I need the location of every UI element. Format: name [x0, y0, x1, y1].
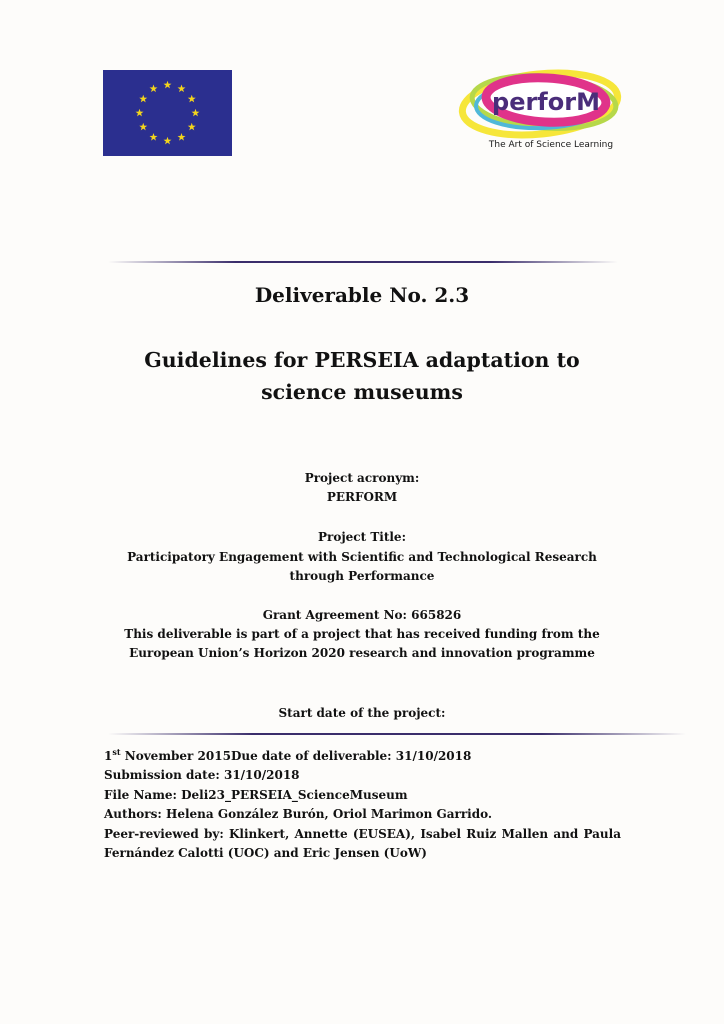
- grant-agreement: Grant Agreement No: 665826: [262, 608, 462, 622]
- divider: [108, 733, 686, 735]
- logo-tagline: The Art of Science Learning: [488, 140, 614, 150]
- start-day: 1: [104, 749, 113, 763]
- perform-logo: [458, 68, 628, 158]
- deliverable-number: Deliverable No. 2.3: [254, 283, 470, 307]
- eu-flag-icon: [103, 70, 232, 156]
- divider: [108, 261, 618, 263]
- document-title: Guidelines for PERSEIA adaptation to science museums: [144, 348, 580, 404]
- file-name: File Name: Deli23_PERSEIA_ScienceMuseum: [104, 788, 408, 802]
- project-title-value: Participatory Engagement with Scientific and Technological Research through Performance: [127, 550, 597, 583]
- funding-note: This deliverable is part of a project that has received funding from the European Union’s Horizon 2020 research and innovation programme: [124, 627, 600, 660]
- project-acronym-label: Project acronym:: [304, 471, 420, 485]
- submission-date: Submission date: 31/10/2018: [104, 768, 300, 782]
- authors: Authors: Helena González Burón, Oriol Marimon Garrido.: [104, 807, 493, 821]
- start-and-due-dates: [104, 747, 621, 766]
- peer-reviewers: Peer-reviewed by: Klinkert, Annette (EUSEA), Isabel Ruiz Mallen and Paula Fernández Calotti (UOC) and Eric Jensen (UoW): [104, 827, 621, 860]
- start-and-due-text: November 2015Due date of deliverable: 31/10/2018: [120, 749, 472, 763]
- start-date-label: Start date of the project:: [278, 706, 446, 720]
- project-acronym-value: PERFORM: [326, 490, 398, 504]
- start-day-suffix: st: [112, 747, 121, 757]
- perform-logo-icon: [458, 68, 628, 140]
- logo-wordmark: perforM: [492, 88, 600, 116]
- project-title-label: Project Title:: [317, 530, 406, 544]
